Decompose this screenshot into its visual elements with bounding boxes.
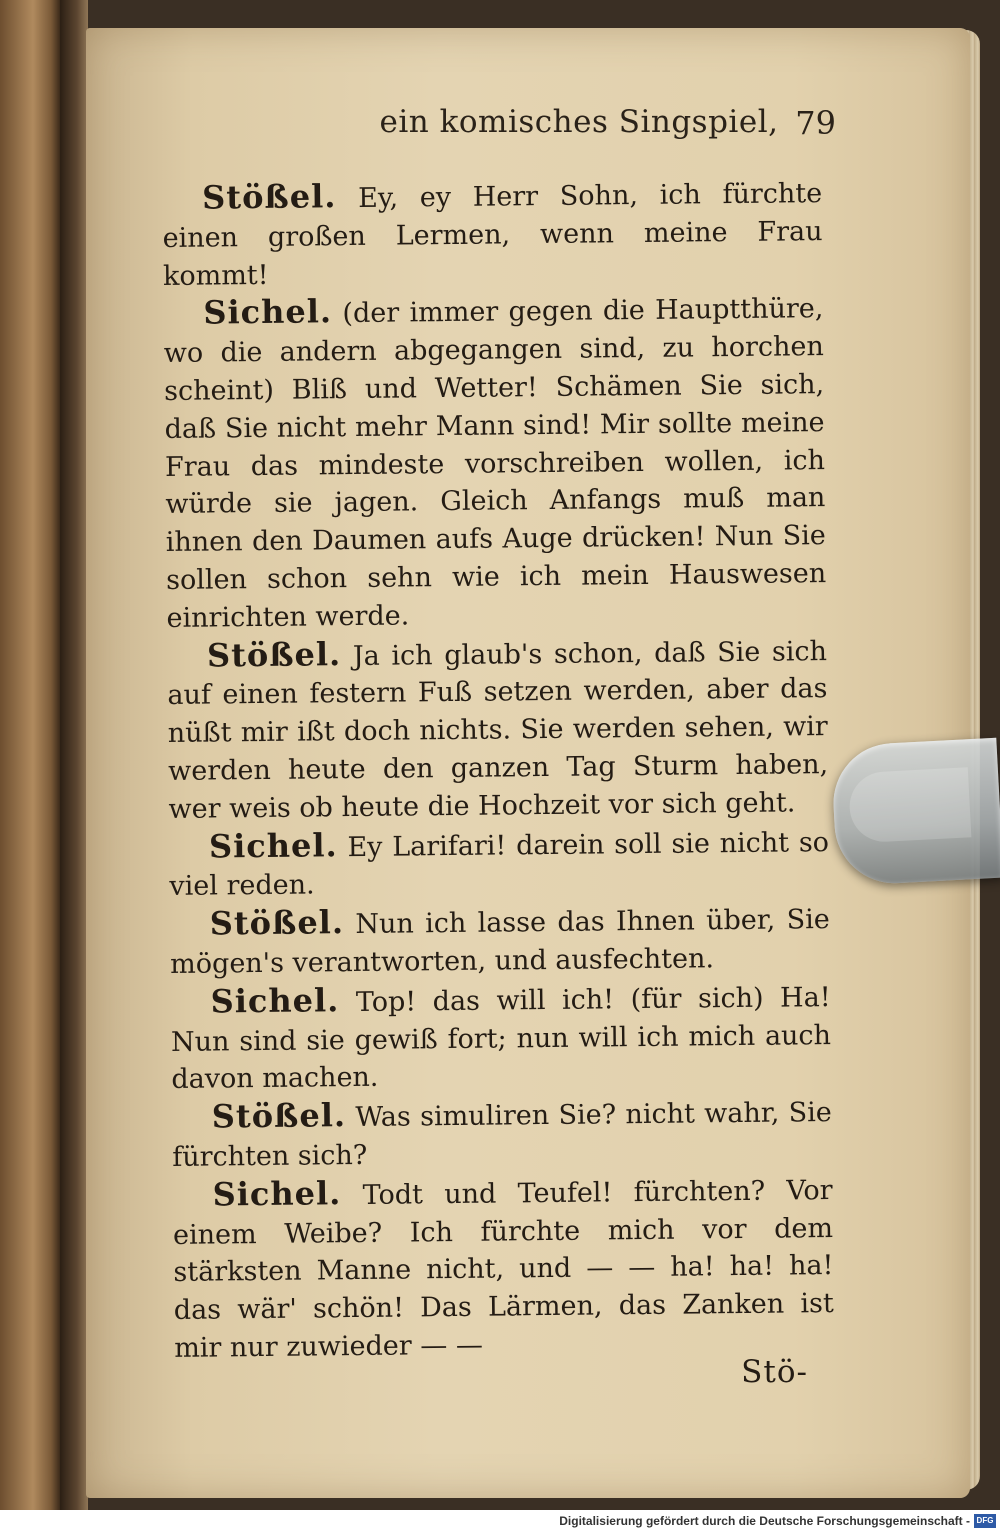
footer-bar [0, 1510, 1000, 1535]
dialogue-line: Nun ich lasse das Ihnen über, Sie mögen's verantworten, und ausfechten. [170, 904, 830, 980]
page-content [86, 28, 906, 1498]
speaker-name: Sichel. [208, 825, 338, 866]
running-title: ein komisches Singspiel, [379, 104, 779, 140]
dialogue-paragraph [172, 1092, 833, 1177]
book-gutter [60, 0, 88, 1510]
dialogue-paragraph [167, 631, 829, 829]
dfg-logo-icon: DFG [974, 1514, 996, 1528]
dialogue-paragraph [162, 173, 823, 295]
speaker-name: Stößel. [201, 177, 337, 217]
dialogue-line: Ey, ey Herr Sohn, ich fürchte einen großen Lermen, wenn meine Frau kommt! [162, 178, 823, 292]
page-number: 79 [795, 104, 836, 142]
funding-credit: Digitalisierung gefördert durch die Deutsche Forschungsgemeinschaft - [559, 1514, 970, 1528]
speaker-name: Stößel. [206, 634, 342, 675]
dialogue-paragraph [172, 1170, 834, 1368]
dialogue-line: Ja ich glaub's schon, daß Sie sich auf einen festern Fuß setzen werden, aber das nüßt mir ißt doch nichts. Sie werden sehen, wir werden heute den ganzen Tag Sturm haben, wer weis ob heute die Hochzeit vor sich geht. [167, 635, 829, 825]
speaker-name: Sichel. [203, 292, 333, 332]
dialogue-line: (der immer gegen die Hauptthüre, wo die andern abgegangen sind, zu horchen scheint) Bliß und Wetter! Schämen Sie sich, daß Sie nicht mehr Mann sind! Mir sollte meine Frau das mindeste vorschreiben wollen, ich würde sie jagen. Gleich Anfangs muß man ihnen den Daumen aufs Auge drücken! Nun Sie sollen schon sehn wie ich mein Hauswesen einrichten werde. [163, 293, 827, 634]
dialogue-line: Todt und Teufel! fürchten? Vor einem Weibe? Ich fürchte mich vor dem stärksten Manne nicht, und — — ha! ha! ha! das wär' schön! Das Lärmen, das Zanken ist mir nur zuwieder — — [172, 1174, 834, 1364]
dialogue-text [162, 173, 834, 1368]
dialogue-line: Top! das will ich! (für sich) Ha! Nun sind sie gewiß fort; nun will ich mich auch davon machen. [170, 981, 832, 1096]
speaker-name: Stößel. [211, 1096, 347, 1136]
dialogue-paragraph [169, 822, 830, 907]
dialogue-paragraph [163, 288, 827, 637]
dialogue-paragraph [170, 977, 831, 1099]
catchword: Stö- [741, 1354, 808, 1390]
speaker-name: Sichel. [212, 1173, 342, 1214]
speaker-name: Sichel. [210, 980, 340, 1021]
left-page-edge [0, 0, 60, 1510]
dialogue-line: Ey Larifari! darein soll sie nicht so viel reden. [169, 826, 830, 903]
speaker-name: Stößel. [209, 903, 345, 943]
dialogue-line: Was simuliren Sie? nicht wahr, Sie fürchten sich? [172, 1097, 832, 1173]
page-weight-clip [830, 738, 1000, 886]
dialogue-paragraph [170, 899, 831, 984]
